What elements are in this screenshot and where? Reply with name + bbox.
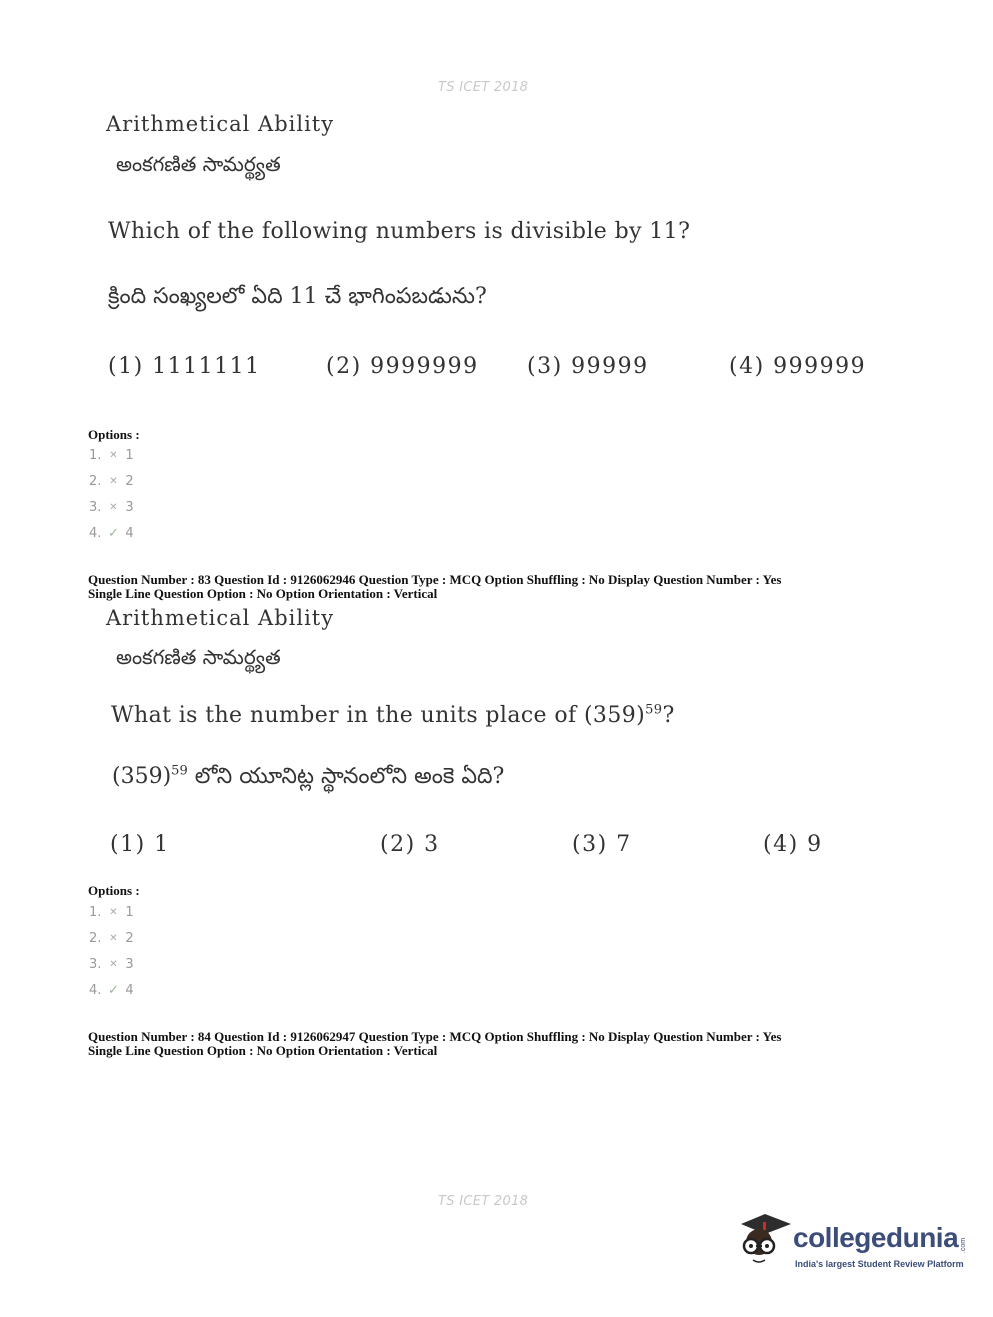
question-meta-line1: Question Number : 83 Question Id : 9126062946 Question Type : MCQ Option Shuffling : No Display Question Number : Yes <box>88 572 782 587</box>
question-text-telugu-main: లోని యూనిట్ల స్థానంలోని అంకె ఏది? <box>187 764 505 789</box>
question-text-telugu: క్రింది సంఖ్యలలో ఏది 11 చే భాగింపబడును? <box>108 284 487 309</box>
question-text-telugu-base: (359) <box>112 764 172 789</box>
question-meta <box>88 573 781 601</box>
footer-watermark: TS ICET 2018 <box>438 1194 529 1209</box>
option-row <box>89 905 134 920</box>
option-row <box>89 474 134 489</box>
question-meta-line1: Question Number : 84 Question Id : 9126062947 Question Type : MCQ Option Shuffling : No Display Question Number : Yes <box>88 1029 782 1044</box>
choice-1: (1) 1 <box>110 832 170 857</box>
option-label: 1 <box>125 905 134 920</box>
question-text <box>111 703 675 728</box>
option-number: 3. <box>89 500 102 515</box>
choice-3: (3) 7 <box>572 832 632 857</box>
cross-icon: ✕ <box>109 502 118 513</box>
option-row <box>89 957 134 972</box>
question-text-telugu <box>112 764 504 794</box>
logo-wordmark <box>793 1222 971 1254</box>
option-number: 3. <box>89 957 102 972</box>
choice-4: (4) 999999 <box>729 354 867 379</box>
section-title: Arithmetical Ability <box>106 606 335 630</box>
cross-icon: ✕ <box>109 907 118 918</box>
options-label: Options : <box>88 883 140 898</box>
option-row <box>89 526 134 541</box>
question-meta <box>88 1030 781 1058</box>
option-label: 2 <box>125 931 134 946</box>
logo-tagline: India's largest Student Review Platform <box>795 1259 964 1269</box>
question-text-main: What is the number in the units place of (359) <box>111 703 646 728</box>
choice-3: (3) 99999 <box>527 354 649 379</box>
header-watermark: TS ICET 2018 <box>438 80 529 95</box>
choice-1: (1) 1111111 <box>108 354 261 379</box>
choice-4: (4) 9 <box>763 832 823 857</box>
option-number: 4. <box>89 526 102 541</box>
option-number: 1. <box>89 448 102 463</box>
cross-icon: ✕ <box>109 450 118 461</box>
option-number: 2. <box>89 931 102 946</box>
cross-icon: ✕ <box>109 959 118 970</box>
question-meta-line2: Single Line Question Option : No Option Orientation : Vertical <box>88 1043 438 1058</box>
mascot-icon <box>735 1210 795 1272</box>
option-row <box>89 448 134 463</box>
collegedunia-logo <box>735 1210 968 1280</box>
section-title-telugu: అంకగణిత సామర్థ్యత <box>116 645 281 669</box>
section-title-telugu: అంకగణిత సామర్థ్యత <box>116 152 281 176</box>
choice-2: (2) 9999999 <box>326 354 479 379</box>
logo-word: collegedunia <box>793 1222 959 1253</box>
option-row <box>89 931 134 946</box>
choice-2: (2) 3 <box>380 832 440 857</box>
options-label: Options : <box>88 427 140 442</box>
option-label: 2 <box>125 474 134 489</box>
question-exponent: 59 <box>645 702 663 718</box>
cross-icon: ✕ <box>109 933 118 944</box>
option-label: 4 <box>125 526 134 541</box>
question-meta-line2: Single Line Question Option : No Option Orientation : Vertical <box>88 586 438 601</box>
option-label: 3 <box>125 500 134 515</box>
section-title: Arithmetical Ability <box>106 112 335 136</box>
cross-icon: ✕ <box>109 476 118 487</box>
question-text-end: ? <box>662 703 675 728</box>
check-icon: ✓ <box>107 983 119 998</box>
question-text: Which of the following numbers is divisible by 11? <box>108 219 691 244</box>
option-number: 4. <box>89 983 102 998</box>
logo-suffix: .com <box>960 1237 968 1254</box>
option-label: 4 <box>125 983 134 998</box>
option-row <box>89 500 134 515</box>
option-row <box>89 983 134 998</box>
option-number: 1. <box>89 905 102 920</box>
option-label: 3 <box>125 957 134 972</box>
option-label: 1 <box>125 448 134 463</box>
option-number: 2. <box>89 474 102 489</box>
check-icon: ✓ <box>107 526 119 541</box>
question-text-telugu-exponent: 59 <box>171 763 188 779</box>
